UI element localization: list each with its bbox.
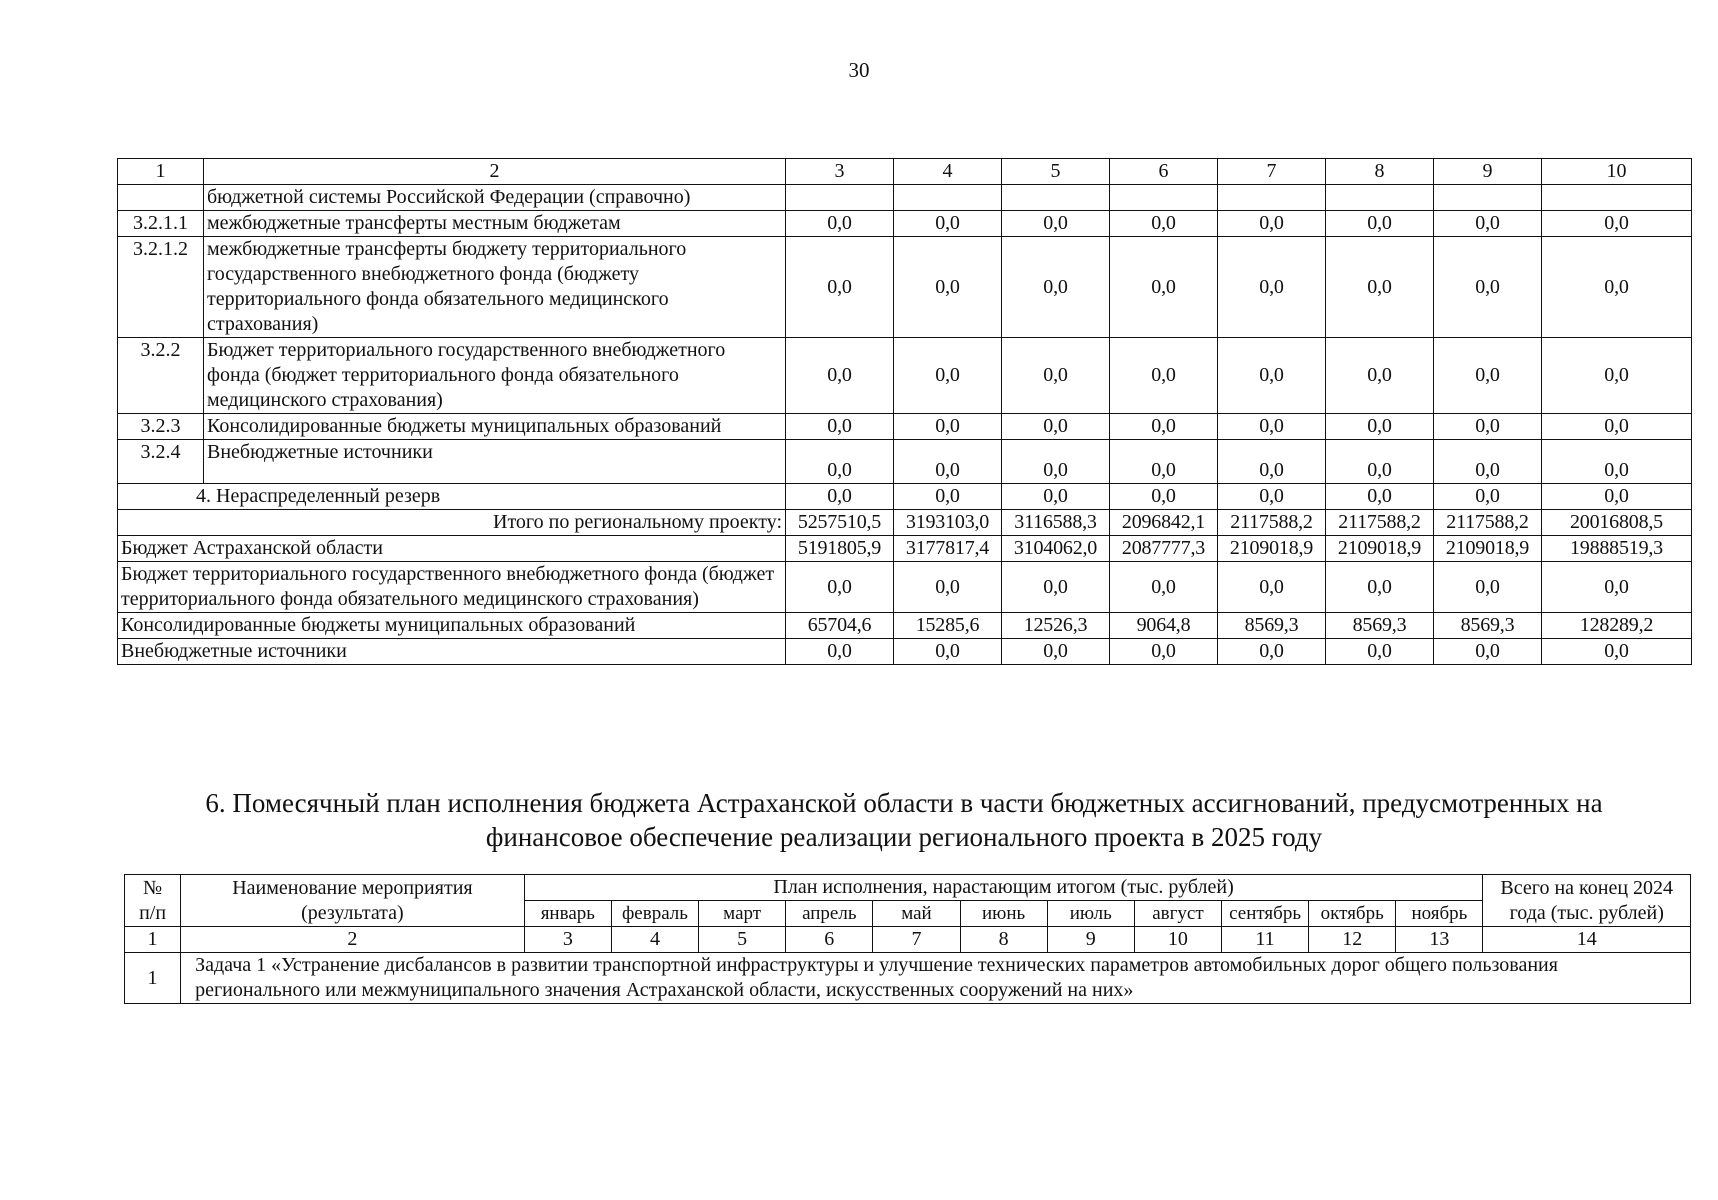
value-cell: 12526,3 bbox=[1002, 613, 1110, 639]
value-cell: 0,0 bbox=[1542, 338, 1692, 414]
value-cell: 3116588,3 bbox=[1002, 510, 1110, 536]
value-cell: 0,0 bbox=[1542, 414, 1692, 440]
value-cell: 0,0 bbox=[1218, 237, 1326, 338]
value-cell: 2117588,2 bbox=[1434, 510, 1542, 536]
month-header: август bbox=[1134, 901, 1221, 927]
value-cell: 0,0 bbox=[1110, 639, 1218, 665]
table-row bbox=[118, 211, 1692, 237]
summary-label: Бюджет Астраханской области bbox=[118, 536, 786, 562]
value-cell: 3193103,0 bbox=[894, 510, 1002, 536]
month-header: ноябрь bbox=[1396, 901, 1483, 927]
value-cell: 2117588,2 bbox=[1326, 510, 1434, 536]
value-cell: 0,0 bbox=[786, 338, 894, 414]
column-number: 7 bbox=[873, 927, 960, 953]
column-number: 9 bbox=[1047, 927, 1134, 953]
col-num-header-line: п/п bbox=[139, 901, 167, 924]
value-cell: 0,0 bbox=[1542, 237, 1692, 338]
value-cell: 2087777,3 bbox=[1110, 536, 1218, 562]
value-cell: 2096842,1 bbox=[1110, 510, 1218, 536]
value-cell: 0,0 bbox=[894, 414, 1002, 440]
monthly-plan-table bbox=[124, 874, 1691, 1004]
value-cell: 0,0 bbox=[786, 484, 894, 510]
value-cell: 0,0 bbox=[894, 484, 1002, 510]
summary-row bbox=[118, 613, 1692, 639]
value-cell: 0,0 bbox=[1326, 440, 1434, 484]
summary-label: Консолидированные бюджеты муниципальных образований bbox=[118, 613, 786, 639]
month-header: апрель bbox=[786, 901, 873, 927]
value-cell: 3104062,0 bbox=[1002, 536, 1110, 562]
month-header: июль bbox=[1047, 901, 1134, 927]
value-cell: 0,0 bbox=[894, 338, 1002, 414]
value-cell: 0,0 bbox=[1542, 562, 1692, 613]
task-text: Задача 1 «Устранение дисбалансов в развитии транспортной инфраструктуры и улучшение технических параметров автомобильных дорог общего пользования регионального или межмуниципального значения Астраханской области, искусственных сооружений на них» bbox=[181, 953, 1691, 1004]
column-numbers-row bbox=[125, 927, 1691, 953]
value-cell: 0,0 bbox=[1110, 414, 1218, 440]
summary-label: Внебюджетные источники bbox=[118, 639, 786, 665]
month-header: сентябрь bbox=[1221, 901, 1308, 927]
value-cell: 0,0 bbox=[894, 639, 1002, 665]
column-number: 14 bbox=[1483, 927, 1691, 953]
column-number: 2 bbox=[181, 927, 525, 953]
reserve-row bbox=[118, 484, 1692, 510]
value-cell: 2117588,2 bbox=[1218, 510, 1326, 536]
value-cell: 0,0 bbox=[786, 414, 894, 440]
value-cell: 0,0 bbox=[1218, 639, 1326, 665]
column-number: 3 bbox=[524, 927, 611, 953]
value-cell: 0,0 bbox=[1218, 440, 1326, 484]
value-cell: 0,0 bbox=[1218, 562, 1326, 613]
value-cell bbox=[1110, 185, 1218, 211]
column-number: 1 bbox=[125, 927, 181, 953]
value-cell: 0,0 bbox=[1434, 440, 1542, 484]
value-cell: 0,0 bbox=[786, 211, 894, 237]
value-cell: 0,0 bbox=[1002, 440, 1110, 484]
value-cell: 0,0 bbox=[894, 562, 1002, 613]
value-cell: 0,0 bbox=[894, 440, 1002, 484]
col-num-header-line: № bbox=[143, 876, 163, 899]
row-name: межбюджетные трансферты местным бюджетам bbox=[204, 211, 786, 237]
value-cell: 0,0 bbox=[1326, 562, 1434, 613]
value-cell: 3177817,4 bbox=[894, 536, 1002, 562]
value-cell bbox=[1002, 185, 1110, 211]
value-cell: 0,0 bbox=[1002, 562, 1110, 613]
value-cell: 65704,6 bbox=[786, 613, 894, 639]
column-number: 11 bbox=[1221, 927, 1308, 953]
summary-label: Бюджет территориального государственного внебюджетного фонда (бюджет территориального фонда обязательного медицинского страхования) bbox=[118, 562, 786, 613]
value-cell: 0,0 bbox=[1110, 562, 1218, 613]
column-number: 3 bbox=[786, 159, 894, 185]
value-cell: 0,0 bbox=[1434, 237, 1542, 338]
value-cell: 0,0 bbox=[1542, 440, 1692, 484]
table-header-row bbox=[118, 159, 1692, 185]
row-code bbox=[118, 185, 204, 211]
value-cell: 0,0 bbox=[1002, 484, 1110, 510]
summary-row bbox=[118, 639, 1692, 665]
value-cell: 0,0 bbox=[1110, 484, 1218, 510]
summary-row bbox=[118, 536, 1692, 562]
column-number: 4 bbox=[894, 159, 1002, 185]
table-row bbox=[118, 440, 1692, 484]
value-cell: 0,0 bbox=[786, 639, 894, 665]
value-cell: 0,0 bbox=[1326, 338, 1434, 414]
value-cell: 0,0 bbox=[1002, 237, 1110, 338]
reserve-label: 4. Нераспределенный резерв bbox=[118, 484, 786, 510]
month-header: октябрь bbox=[1309, 901, 1396, 927]
task-number: 1 bbox=[125, 953, 181, 1004]
month-header: январь bbox=[524, 901, 611, 927]
total-label: Итого по региональному проекту: bbox=[118, 510, 786, 536]
column-number: 8 bbox=[1326, 159, 1434, 185]
value-cell: 0,0 bbox=[1002, 338, 1110, 414]
row-code: 3.2.1.2 bbox=[118, 237, 204, 338]
month-header: февраль bbox=[611, 901, 698, 927]
value-cell: 0,0 bbox=[1434, 639, 1542, 665]
value-cell: 0,0 bbox=[894, 237, 1002, 338]
column-number: 12 bbox=[1309, 927, 1396, 953]
value-cell: 2109018,9 bbox=[1218, 536, 1326, 562]
column-number: 2 bbox=[204, 159, 786, 185]
value-cell: 2109018,9 bbox=[1434, 536, 1542, 562]
total-row bbox=[118, 510, 1692, 536]
value-cell: 0,0 bbox=[786, 237, 894, 338]
column-number: 7 bbox=[1218, 159, 1326, 185]
row-name: Консолидированные бюджеты муниципальных образований bbox=[204, 414, 786, 440]
col-num-header bbox=[125, 875, 181, 927]
task-row bbox=[125, 953, 1691, 1004]
value-cell: 0,0 bbox=[1110, 338, 1218, 414]
value-cell: 0,0 bbox=[1434, 211, 1542, 237]
value-cell bbox=[786, 185, 894, 211]
column-number: 8 bbox=[960, 927, 1047, 953]
value-cell: 0,0 bbox=[1326, 484, 1434, 510]
month-header: март bbox=[699, 901, 786, 927]
column-number: 13 bbox=[1396, 927, 1483, 953]
value-cell: 0,0 bbox=[894, 211, 1002, 237]
table-row bbox=[118, 185, 1692, 211]
column-number: 5 bbox=[699, 927, 786, 953]
row-code: 3.2.2 bbox=[118, 338, 204, 414]
row-name: бюджетной системы Российской Федерации (справочно) bbox=[204, 185, 786, 211]
value-cell: 0,0 bbox=[1110, 440, 1218, 484]
value-cell: 0,0 bbox=[1326, 639, 1434, 665]
month-header: май bbox=[873, 901, 960, 927]
col-name-header: Наименование мероприятия (результата) bbox=[181, 875, 525, 927]
value-cell: 0,0 bbox=[1218, 484, 1326, 510]
value-cell: 0,0 bbox=[1542, 639, 1692, 665]
value-cell: 0,0 bbox=[1218, 211, 1326, 237]
value-cell: 0,0 bbox=[1434, 338, 1542, 414]
value-cell bbox=[894, 185, 1002, 211]
column-number: 6 bbox=[786, 927, 873, 953]
value-cell bbox=[1434, 185, 1542, 211]
column-number: 10 bbox=[1542, 159, 1692, 185]
table-row bbox=[118, 237, 1692, 338]
row-name: Бюджет территориального государственного внебюджетного фонда (бюджет территориального фонда обязательного медицинского страхования) bbox=[204, 338, 786, 414]
value-cell: 0,0 bbox=[1002, 211, 1110, 237]
table-header-row bbox=[125, 875, 1691, 901]
total-header: Всего на конец 2024 года (тыс. рублей) bbox=[1483, 875, 1691, 927]
value-cell: 0,0 bbox=[1434, 484, 1542, 510]
value-cell: 128289,2 bbox=[1542, 613, 1692, 639]
plan-header: План исполнения, нарастающим итогом (тыс. рублей) bbox=[524, 875, 1483, 901]
column-number: 10 bbox=[1134, 927, 1221, 953]
value-cell: 0,0 bbox=[1542, 484, 1692, 510]
row-code: 3.2.3 bbox=[118, 414, 204, 440]
value-cell: 5191805,9 bbox=[786, 536, 894, 562]
column-number: 6 bbox=[1110, 159, 1218, 185]
column-number: 4 bbox=[611, 927, 698, 953]
month-header: июнь bbox=[960, 901, 1047, 927]
value-cell: 0,0 bbox=[1326, 211, 1434, 237]
value-cell: 0,0 bbox=[786, 562, 894, 613]
value-cell: 0,0 bbox=[786, 440, 894, 484]
value-cell: 9064,8 bbox=[1110, 613, 1218, 639]
page-number: 30 bbox=[848, 58, 870, 82]
section-title-line: финансовое обеспечение реализации регионального проекта в 2025 году bbox=[485, 822, 1323, 852]
value-cell: 19888519,3 bbox=[1542, 536, 1692, 562]
value-cell: 0,0 bbox=[1326, 237, 1434, 338]
value-cell: 8569,3 bbox=[1434, 613, 1542, 639]
section-title-line: 6. Помесячный план исполнения бюджета Астраханской области в части бюджетных ассигнований, предусмотренных на bbox=[205, 788, 1603, 818]
value-cell: 0,0 bbox=[1002, 639, 1110, 665]
value-cell: 0,0 bbox=[1434, 562, 1542, 613]
value-cell: 0,0 bbox=[1218, 338, 1326, 414]
value-cell: 20016808,5 bbox=[1542, 510, 1692, 536]
row-name: Внебюджетные источники bbox=[204, 440, 786, 484]
column-number: 1 bbox=[118, 159, 204, 185]
table-row bbox=[118, 338, 1692, 414]
column-number: 5 bbox=[1002, 159, 1110, 185]
value-cell: 0,0 bbox=[1326, 414, 1434, 440]
value-cell: 2109018,9 bbox=[1326, 536, 1434, 562]
budget-table bbox=[117, 158, 1692, 665]
value-cell: 0,0 bbox=[1542, 211, 1692, 237]
value-cell: 5257510,5 bbox=[786, 510, 894, 536]
value-cell: 0,0 bbox=[1434, 414, 1542, 440]
value-cell: 15285,6 bbox=[894, 613, 1002, 639]
value-cell: 8569,3 bbox=[1326, 613, 1434, 639]
value-cell bbox=[1542, 185, 1692, 211]
summary-row bbox=[118, 562, 1692, 613]
section-title bbox=[117, 786, 1691, 854]
table-row bbox=[118, 414, 1692, 440]
value-cell: 0,0 bbox=[1218, 414, 1326, 440]
column-number: 9 bbox=[1434, 159, 1542, 185]
row-code: 3.2.1.1 bbox=[118, 211, 204, 237]
value-cell: 0,0 bbox=[1110, 211, 1218, 237]
value-cell bbox=[1218, 185, 1326, 211]
value-cell: 0,0 bbox=[1110, 237, 1218, 338]
value-cell: 8569,3 bbox=[1218, 613, 1326, 639]
value-cell bbox=[1326, 185, 1434, 211]
row-code: 3.2.4 bbox=[118, 440, 204, 484]
value-cell: 0,0 bbox=[1002, 414, 1110, 440]
row-name: межбюджетные трансферты бюджету территориального государственного внебюджетного фонда (бюджету территориального фонда обязательного медицинского страхования) bbox=[204, 237, 786, 338]
